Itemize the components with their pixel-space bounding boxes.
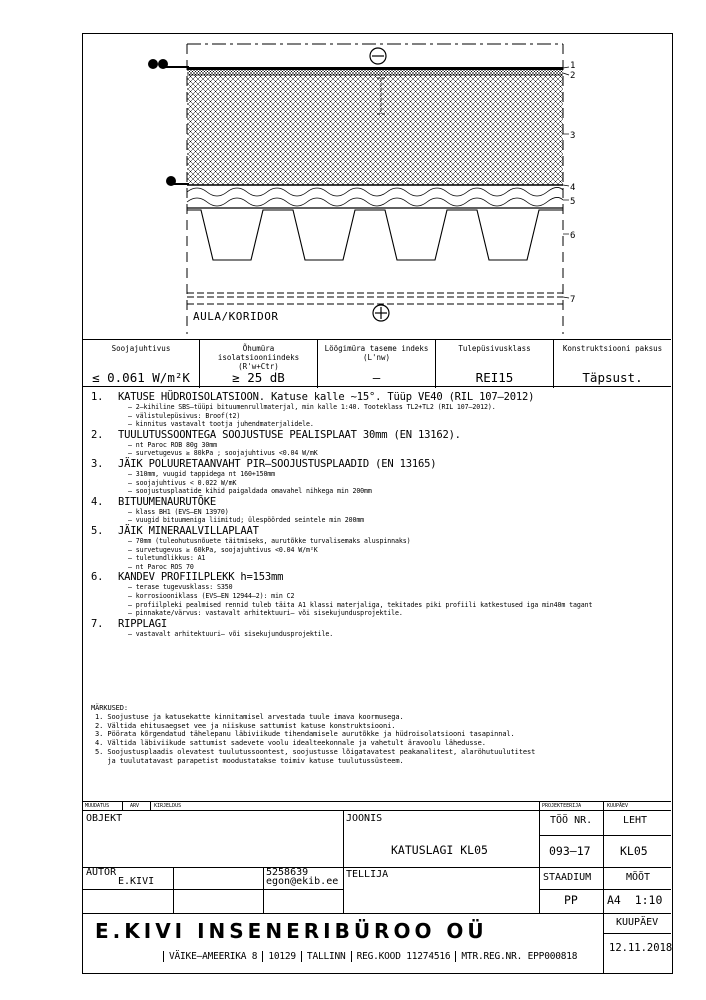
layer-specification bbox=[91, 391, 666, 638]
tellija-label: TELLIJA bbox=[346, 869, 389, 880]
spec-item: 5. JÄIK MINERAALVILLAPLAAT – 70mm (tuleohutusnõuete täitmiseks, aurutõkke turvalisemaks aluspinnaks) – survetugevus ≥ 60kPa, soojajuhtivus <0.04 W/m²K – tuletundlikkus: A1 – nt Paroc ROS 70 bbox=[91, 524, 411, 571]
leht-label: LEHT bbox=[623, 815, 648, 826]
autor-label: AUTOR bbox=[86, 867, 117, 878]
prop-fire-class: Tulepüsivusklass REI15 bbox=[436, 340, 554, 388]
spec-item: 4. BITUUMENAURUTÕKE – klass BH1 (EVS–EN 13970) – vuugid bituumeniga liimitud; ülespöörded seintele min 200mm bbox=[91, 495, 365, 525]
rev-header-kirjeldus: KIRJELDUS bbox=[154, 803, 182, 809]
moot-value: A4 1:10 bbox=[607, 893, 663, 907]
roof-section-drawing bbox=[83, 34, 671, 339]
email-address: egon@ekib.ee bbox=[266, 876, 339, 887]
staadium-value: PP bbox=[564, 893, 578, 907]
notes bbox=[91, 704, 535, 766]
company-name: E.KIVI INSENERIBÜROO OÜ bbox=[95, 919, 488, 943]
layer-number: 3 bbox=[570, 131, 576, 141]
room-label: AULA/KORIDOR bbox=[193, 310, 279, 323]
rev-header-kuupaev: KUUPÄEV bbox=[607, 803, 629, 809]
staadium-label: STAADIUM bbox=[543, 872, 592, 883]
note-item: 4. Vältida läbiviikude sattumist sadevete voolu idealteekonnale ja vahetult äravoolu lähedusse. bbox=[95, 739, 486, 748]
note-item: 5. Soojustusplaadis olevatest tuulutussoontest, soojustusse lõigatavatest peakanalitest, alaröhutuulutitest bbox=[95, 747, 536, 756]
spec-item: 7. RIPPLAGI – vastavalt arhitektuuri– või sisekujundusprojektile. bbox=[91, 617, 334, 638]
drawing-sheet bbox=[82, 33, 673, 974]
spec-item: 3. JÄIK POLUURETAANVAHT PIR–SOOJUSTUSPLAADID (EN 13165) – 310mm, vuugid tappidega nt 160+150mm – soojajuhtivus < 0.022 W/mK – soojustusplaatide kihid paigaldada omavahel nihkega min 200mm bbox=[91, 457, 437, 496]
layer-number: 5 bbox=[570, 197, 576, 207]
company-address: VÄIKE–AMEERIKA 8 10129 TALLINN REG.KOOD 11274516 MTR.REG.NR. EPP000818 bbox=[163, 951, 582, 962]
note-item: 3. Pöörata kõrgendatud tähelepanu läbiviikude tihendamisele aurutõkke ja hüdroisolatsiooni tasapinnal. bbox=[95, 730, 515, 739]
layer-number: 6 bbox=[570, 231, 576, 241]
phone-number: 5258639 bbox=[266, 867, 309, 878]
spec-item: 1. KATUSE HÜDROISOLATSIOON. Katuse kalle ~15°. Tüüp VE40 (RIL 107–2012) – 2–kihiline SBS–tüüpi bituumenrullmaterjal, min kalle 1:40. Tooteklass TL2+TL2 (RIL 107–2012). – välistulepüsivus: Broof(t2) – kinnitus vastavalt tootja juhendmaterjalidele. bbox=[91, 391, 535, 429]
rev-header-arv: ARV bbox=[130, 803, 140, 809]
note-item: ja tuulutatavast parapetist moodustatakse toimiv katuse tuulutussüsteem. bbox=[95, 756, 404, 765]
layer-number: 4 bbox=[570, 183, 576, 193]
autor-value: E.KIVI bbox=[118, 876, 155, 887]
spec-item: 2. TUULUTUSSOONTEGA SOOJUSTUSE PEALISPLAAT 30mm (EN 13162). – nt Paroc ROB 80g 30mm – survetugevus ≥ 80kPa ; soojajuhtivus <0.04 W/mK bbox=[91, 428, 461, 458]
rev-header-projekteerija: PROJEKTEERIJA bbox=[542, 803, 582, 809]
leht-value: KL05 bbox=[620, 844, 648, 858]
moot-label: MÕÕT bbox=[626, 872, 651, 883]
layer-number: 2 bbox=[570, 71, 576, 81]
too-nr-label: TÖÖ NR. bbox=[550, 815, 593, 826]
kuupaev-label: KUUPÄEV bbox=[616, 917, 659, 928]
joonis-label: JOONIS bbox=[346, 813, 383, 824]
prop-airborne-sound: Õhumüra isolatsiooniindeks (R'w+Ctr) ≥ 25 dB bbox=[200, 340, 318, 388]
objekt-label: OBJEKT bbox=[86, 813, 123, 824]
prop-impact-sound: Löögimüra taseme indeks (L'nw) – bbox=[318, 340, 436, 388]
notes-title: MÄRKUSED: bbox=[91, 704, 129, 712]
too-nr-value: 093–17 bbox=[549, 844, 591, 858]
drawing-title: KATUSLAGI KL05 bbox=[391, 843, 488, 857]
spec-item: 6. KANDEV PROFIILPLEKK h=153mm – terase tugevusklass: S350 – korrosiooniklass (EVS–EN 12944–2): min C2 – profiilpleki pealmised rennid tuleb täita A1 klassi materjaliga, tekitades piki profiili katkestused iga min40m tagant – pinnakate/värvus: vastavalt arhitektuuri– või sisekujundusprojektile. bbox=[91, 571, 593, 618]
layer-number: 7 bbox=[570, 295, 576, 305]
note-item: 2. Vältida ehitusaegset vee ja niiskuse sattumist katuse konstruktsiooni. bbox=[95, 721, 396, 730]
prop-thickness: Konstruktsiooni paksus Täpsust. bbox=[562, 344, 663, 385]
properties-table bbox=[83, 339, 671, 387]
note-item: 1. Soojustuse ja katusekatte kinnitamisel arvestada tuule imava koormusega. bbox=[95, 712, 404, 721]
rev-header-muudatus: MUUDATUS bbox=[85, 803, 110, 809]
title-block bbox=[83, 801, 671, 973]
layer-number: 1 bbox=[570, 61, 576, 71]
kuupaev-value: 12.11.2018 bbox=[609, 942, 673, 954]
prop-u-value: Soojajuhtivus ≤ 0.061 W/m²K bbox=[83, 340, 200, 388]
